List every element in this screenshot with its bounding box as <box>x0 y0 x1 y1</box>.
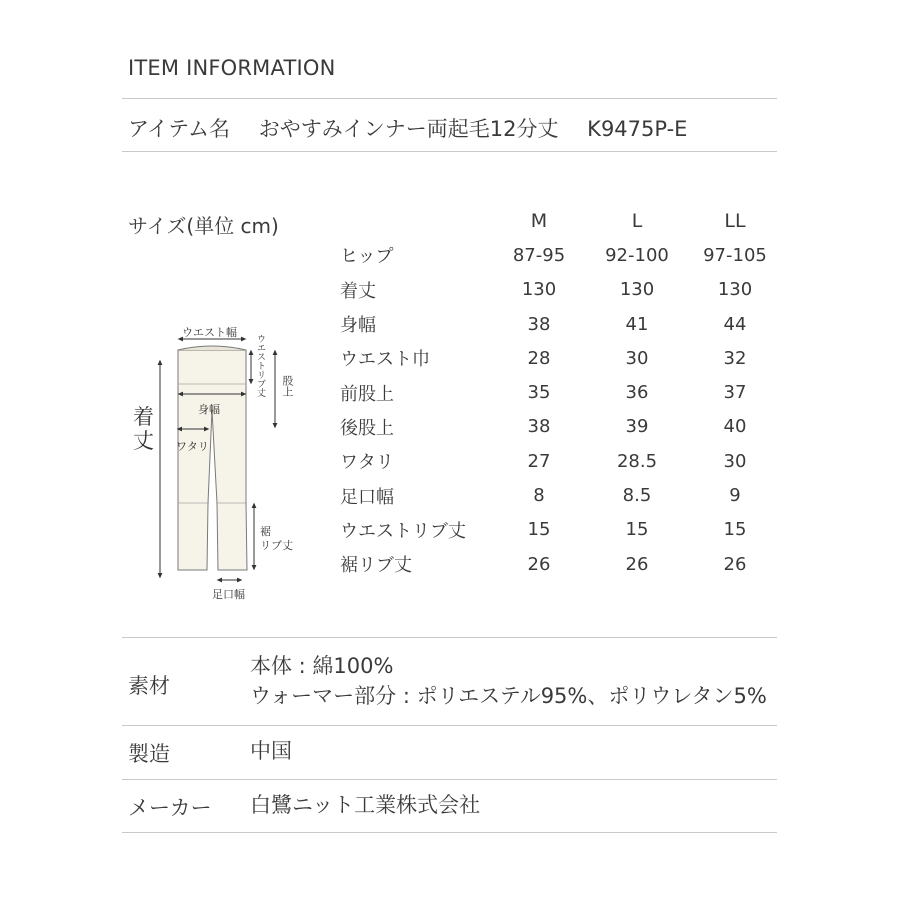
size-label: サイズ(単位 cm) <box>128 214 279 238</box>
table-row <box>336 238 784 272</box>
leggings-diagram <box>120 318 320 608</box>
table-row <box>336 307 784 341</box>
divider <box>122 151 777 152</box>
measurement-value: 9 <box>729 485 741 507</box>
material-value <box>250 651 767 711</box>
hem-rib-label <box>260 525 293 553</box>
measurement-name: 身幅 <box>340 315 376 337</box>
material-line: 本体 : 綿100% <box>250 654 394 678</box>
measurement-name: 後股上 <box>340 417 394 439</box>
table-row <box>336 273 784 307</box>
length-label <box>133 405 154 453</box>
item-name-value: おやすみインナー両起毛12分丈 <box>258 117 559 141</box>
size-table <box>336 204 784 581</box>
size-header-blank <box>336 204 490 238</box>
length-label-line1: 着 <box>133 405 154 429</box>
table-row <box>336 444 784 478</box>
length-label-line2: 丈 <box>133 429 154 453</box>
measurement-value: 15 <box>527 519 551 541</box>
measurement-name: ウエストリブ丈 <box>340 520 466 542</box>
measurement-value: 38 <box>527 313 551 335</box>
hem-rib-label-line1: 裾 <box>260 525 271 538</box>
measurement-name: ヒップ <box>340 246 394 268</box>
leggings-shape <box>178 350 247 570</box>
measurement-name: 裾リブ丈 <box>340 555 412 577</box>
measurement-value: 40 <box>723 416 747 438</box>
table-row <box>336 410 784 444</box>
measurement-name: ワタリ <box>340 452 394 474</box>
measurement-value: 26 <box>527 553 551 575</box>
measurement-value: 130 <box>717 279 753 301</box>
table-row <box>336 341 784 375</box>
measurement-value: 130 <box>521 279 557 301</box>
size-column-header: M <box>530 210 548 233</box>
measurement-name: 着丈 <box>340 280 376 302</box>
size-column-header: L <box>631 210 643 233</box>
item-name-label: アイテム名 <box>128 117 231 141</box>
measurement-value: 41 <box>625 313 649 335</box>
size-column-header: LL <box>724 210 746 233</box>
waist-width-label: ウエスト幅 <box>182 326 237 339</box>
measurement-value: 26 <box>625 553 649 575</box>
maker-value: 白鷺ニット工業株式会社 <box>250 793 481 817</box>
measurement-value: 130 <box>619 279 655 301</box>
measurement-name: 足口幅 <box>340 486 394 508</box>
table-row <box>336 547 784 581</box>
measurement-name: 前股上 <box>340 383 394 405</box>
table-row <box>336 375 784 409</box>
body-width-label: 身幅 <box>198 403 220 416</box>
waistband <box>178 346 246 350</box>
table-row <box>336 513 784 547</box>
measurement-value: 8 <box>533 485 545 507</box>
measurement-value: 28 <box>527 347 551 369</box>
maker-label: メーカー <box>128 796 212 820</box>
measurement-name: ウエスト巾 <box>340 349 430 371</box>
hem-rib-label-line2: リブ丈 <box>260 539 293 552</box>
leg-opening-label: 足口幅 <box>212 588 245 601</box>
measurement-value: 44 <box>723 313 747 335</box>
measurement-value: 38 <box>527 416 551 438</box>
made-in-value: 中国 <box>250 739 292 763</box>
waist-rib-label: ウエストリブ丈 <box>255 334 265 397</box>
divider <box>122 98 777 99</box>
size-header-row <box>336 204 784 238</box>
measurement-value: 35 <box>527 382 551 404</box>
divider <box>122 832 777 833</box>
measurement-value: 92-100 <box>605 244 669 266</box>
measurement-value: 27 <box>527 450 551 472</box>
thigh-label: ワタリ <box>176 440 209 453</box>
made-in-label: 製造 <box>128 742 170 766</box>
rise-label: 股上 <box>281 375 294 397</box>
measurement-value: 39 <box>625 416 649 438</box>
measurement-value: 30 <box>625 347 649 369</box>
divider <box>122 725 777 726</box>
measurement-value: 97-105 <box>703 244 767 266</box>
measurement-value: 36 <box>625 382 649 404</box>
measurement-value: 32 <box>723 347 747 369</box>
measurement-value: 28.5 <box>616 450 658 472</box>
measurement-value: 30 <box>723 450 747 472</box>
table-row <box>336 478 784 512</box>
measurement-value: 37 <box>723 382 747 404</box>
item-name-row <box>128 113 709 143</box>
divider <box>122 779 777 780</box>
material-line: ウォーマー部分 : ポリエステル95%、ポリウレタン5% <box>250 684 767 708</box>
measurement-value: 8.5 <box>622 485 652 507</box>
item-code: K9475P-E <box>587 117 688 141</box>
measurement-value: 26 <box>723 553 747 575</box>
measurement-value: 87-95 <box>512 244 566 266</box>
measurement-value: 15 <box>723 519 747 541</box>
measurement-value: 15 <box>625 519 649 541</box>
section-title: ITEM INFORMATION <box>128 56 336 80</box>
divider <box>122 637 777 638</box>
material-label: 素材 <box>128 674 170 698</box>
